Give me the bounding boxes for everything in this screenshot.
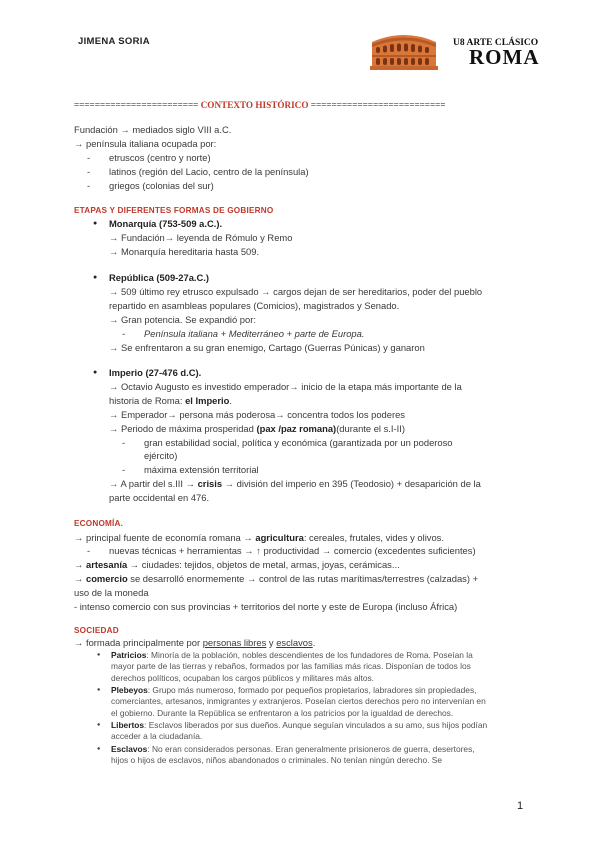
imperio-title: ● Imperio (27-476 d.C). [109, 366, 201, 380]
plebeyos-line-1: ● Plebeyos: Grupo más numeroso, formado por pequeños propietarios, labradores sin propiedades, [111, 685, 486, 696]
economia-line-1: → principal fuente de economía romana → agricultura: cereales, frutales, vides y olivos. [74, 532, 444, 543]
imperio-line-6: ejército) [144, 450, 178, 461]
economia-line-6: - intenso comercio con sus provincias + territorios del norte y este de Europa (incluso África) [74, 601, 458, 612]
monarquia-line-2: → Monarquía hereditaria hasta 509. [109, 246, 260, 257]
patricios-line-1: ● Patricios: Minoría de la población, nobles descendientes de los fundadores de Roma. Poseían la [111, 650, 473, 661]
intro-line-2: → península italiana ocupada por: [74, 138, 217, 149]
esclavos-line-2: hijos o hijos de esclavos, niños abandonados o criminales. No tenían ningún derecho. Se [111, 755, 443, 766]
libertos-line-2: acceder a la ciudadanía. [111, 731, 203, 742]
imperio-line-7: - máxima extensión territorial [144, 463, 259, 477]
economia-heading: ECONOMÍA. [74, 519, 124, 528]
imperio-line-9: parte occidental en 476. [109, 492, 210, 503]
imperio-line-3: → Emperador→ persona más poderosa→ concentra todos los poderes [109, 409, 405, 420]
sociedad-heading: SOCIEDAD [74, 626, 119, 635]
author-name: JIMENA SORIA [78, 36, 150, 47]
republica-line-4: - Península italiana + Mediterráneo + parte de Europa. [144, 327, 364, 341]
plebeyos-line-3: el gobierno. Durante la República se enfrentaron a los patricios por la igualdad de derechos. [111, 707, 454, 718]
colosseum-icon [368, 26, 440, 74]
patricios-item [111, 650, 473, 684]
economia-line-2: - nuevas técnicas + herramientas → ↑ productividad → comercio (excedentes suficientes) [109, 544, 476, 558]
people-item-1: - etruscos (centro y norte) [109, 151, 211, 165]
economia-line-3: → artesanía → ciudades: tejidos, objetos de metal, armas, joyas, cerámicas... [74, 559, 400, 570]
republica-line-2: repartido en asambleas populares (Comicios), magistrados y Senado. [109, 300, 400, 311]
intro-line-1: Fundación → mediados siglo VIII a.C. [74, 124, 232, 135]
republica-line-5: → Se enfrentaron a su gran enemigo, Cartago (Guerras Púnicas) y ganaron [109, 342, 425, 353]
economia-line-5: uso de la moneda [74, 587, 149, 598]
republica-line-1: → 509 último rey etrusco expulsado → cargos dejan de ser hereditarios, poder del pueblo [109, 286, 483, 297]
economia-line-4: → comercio se desarrolló enormemente → control de las rutas marítimas/terrestres (calzadas) + [74, 573, 479, 584]
monarquia-title: ● Monarquía (753-509 a.C.). [109, 217, 222, 231]
plebeyos-line-2: comerciantes, artesanos, inmigrantes y extranjeros. Poseían ciertos derechos pero no intervenían en [111, 696, 486, 707]
unit-label: U8 ARTE CLÁSICO [453, 38, 539, 48]
rule-left: ======================== [74, 100, 199, 110]
plebeyos-item [111, 685, 486, 719]
imperio-line-4: → Periodo de máxima prosperidad (pax /paz romana)(durante el s.I-II) [109, 423, 405, 434]
imperio-line-1: → Octavio Augusto es investido emperador→ inicio de la etapa más importante de la [109, 381, 462, 392]
sociedad-line-1: → formada principalmente por personas libres y esclavos. [74, 637, 316, 648]
page-number: 1 [517, 800, 524, 812]
imperio-line-8: → A partir del s.III → crisis → división del imperio en 395 (Teodosio) + desaparición de la [109, 478, 481, 489]
page-title: ROMA [469, 45, 540, 69]
republica-line-3: → Gran potencia. Se expandió por: [109, 314, 256, 325]
imperio-line-2: historia de Roma: el Imperio. [109, 395, 232, 406]
imperio-line-5: - gran estabilidad social, política y económica (garantizada por un poderoso [144, 436, 453, 450]
patricios-line-2: mayor parte de las tierras y rebaños, formados por las familias más ricas. Disponían de todos los [111, 661, 471, 672]
rule-right: ========================== [310, 100, 446, 110]
patricios-line-3: derechos políticos, ocupaban los cargos públicos y militares más altos. [111, 672, 375, 683]
libertos-line-1: ● Libertos: Esclavos liberados por sus dueños. Aunque seguían vinculados a su amo, sus hijos podían [111, 720, 487, 731]
republica-title: ● República (509-27a.C.) [109, 271, 209, 285]
people-item-3: - griegos (colonias del sur) [109, 179, 214, 193]
etapas-heading: ETAPAS Y DIFERENTES FORMAS DE GOBIERNO [74, 206, 274, 215]
libertos-item [111, 720, 487, 743]
esclavos-line-1: ● Esclavos: No eran considerados personas. Eran generalmente prisioneros de guerra, desertores, [111, 744, 475, 755]
monarquia-line-1: → Fundación→ leyenda de Rómulo y Remo [109, 232, 293, 243]
section-title-label: CONTEXTO HISTÓRICO [200, 100, 309, 110]
people-item-2: - latinos (región del Lacio, centro de la península) [109, 165, 309, 179]
section-title [74, 99, 534, 113]
esclavos-item [111, 744, 475, 767]
